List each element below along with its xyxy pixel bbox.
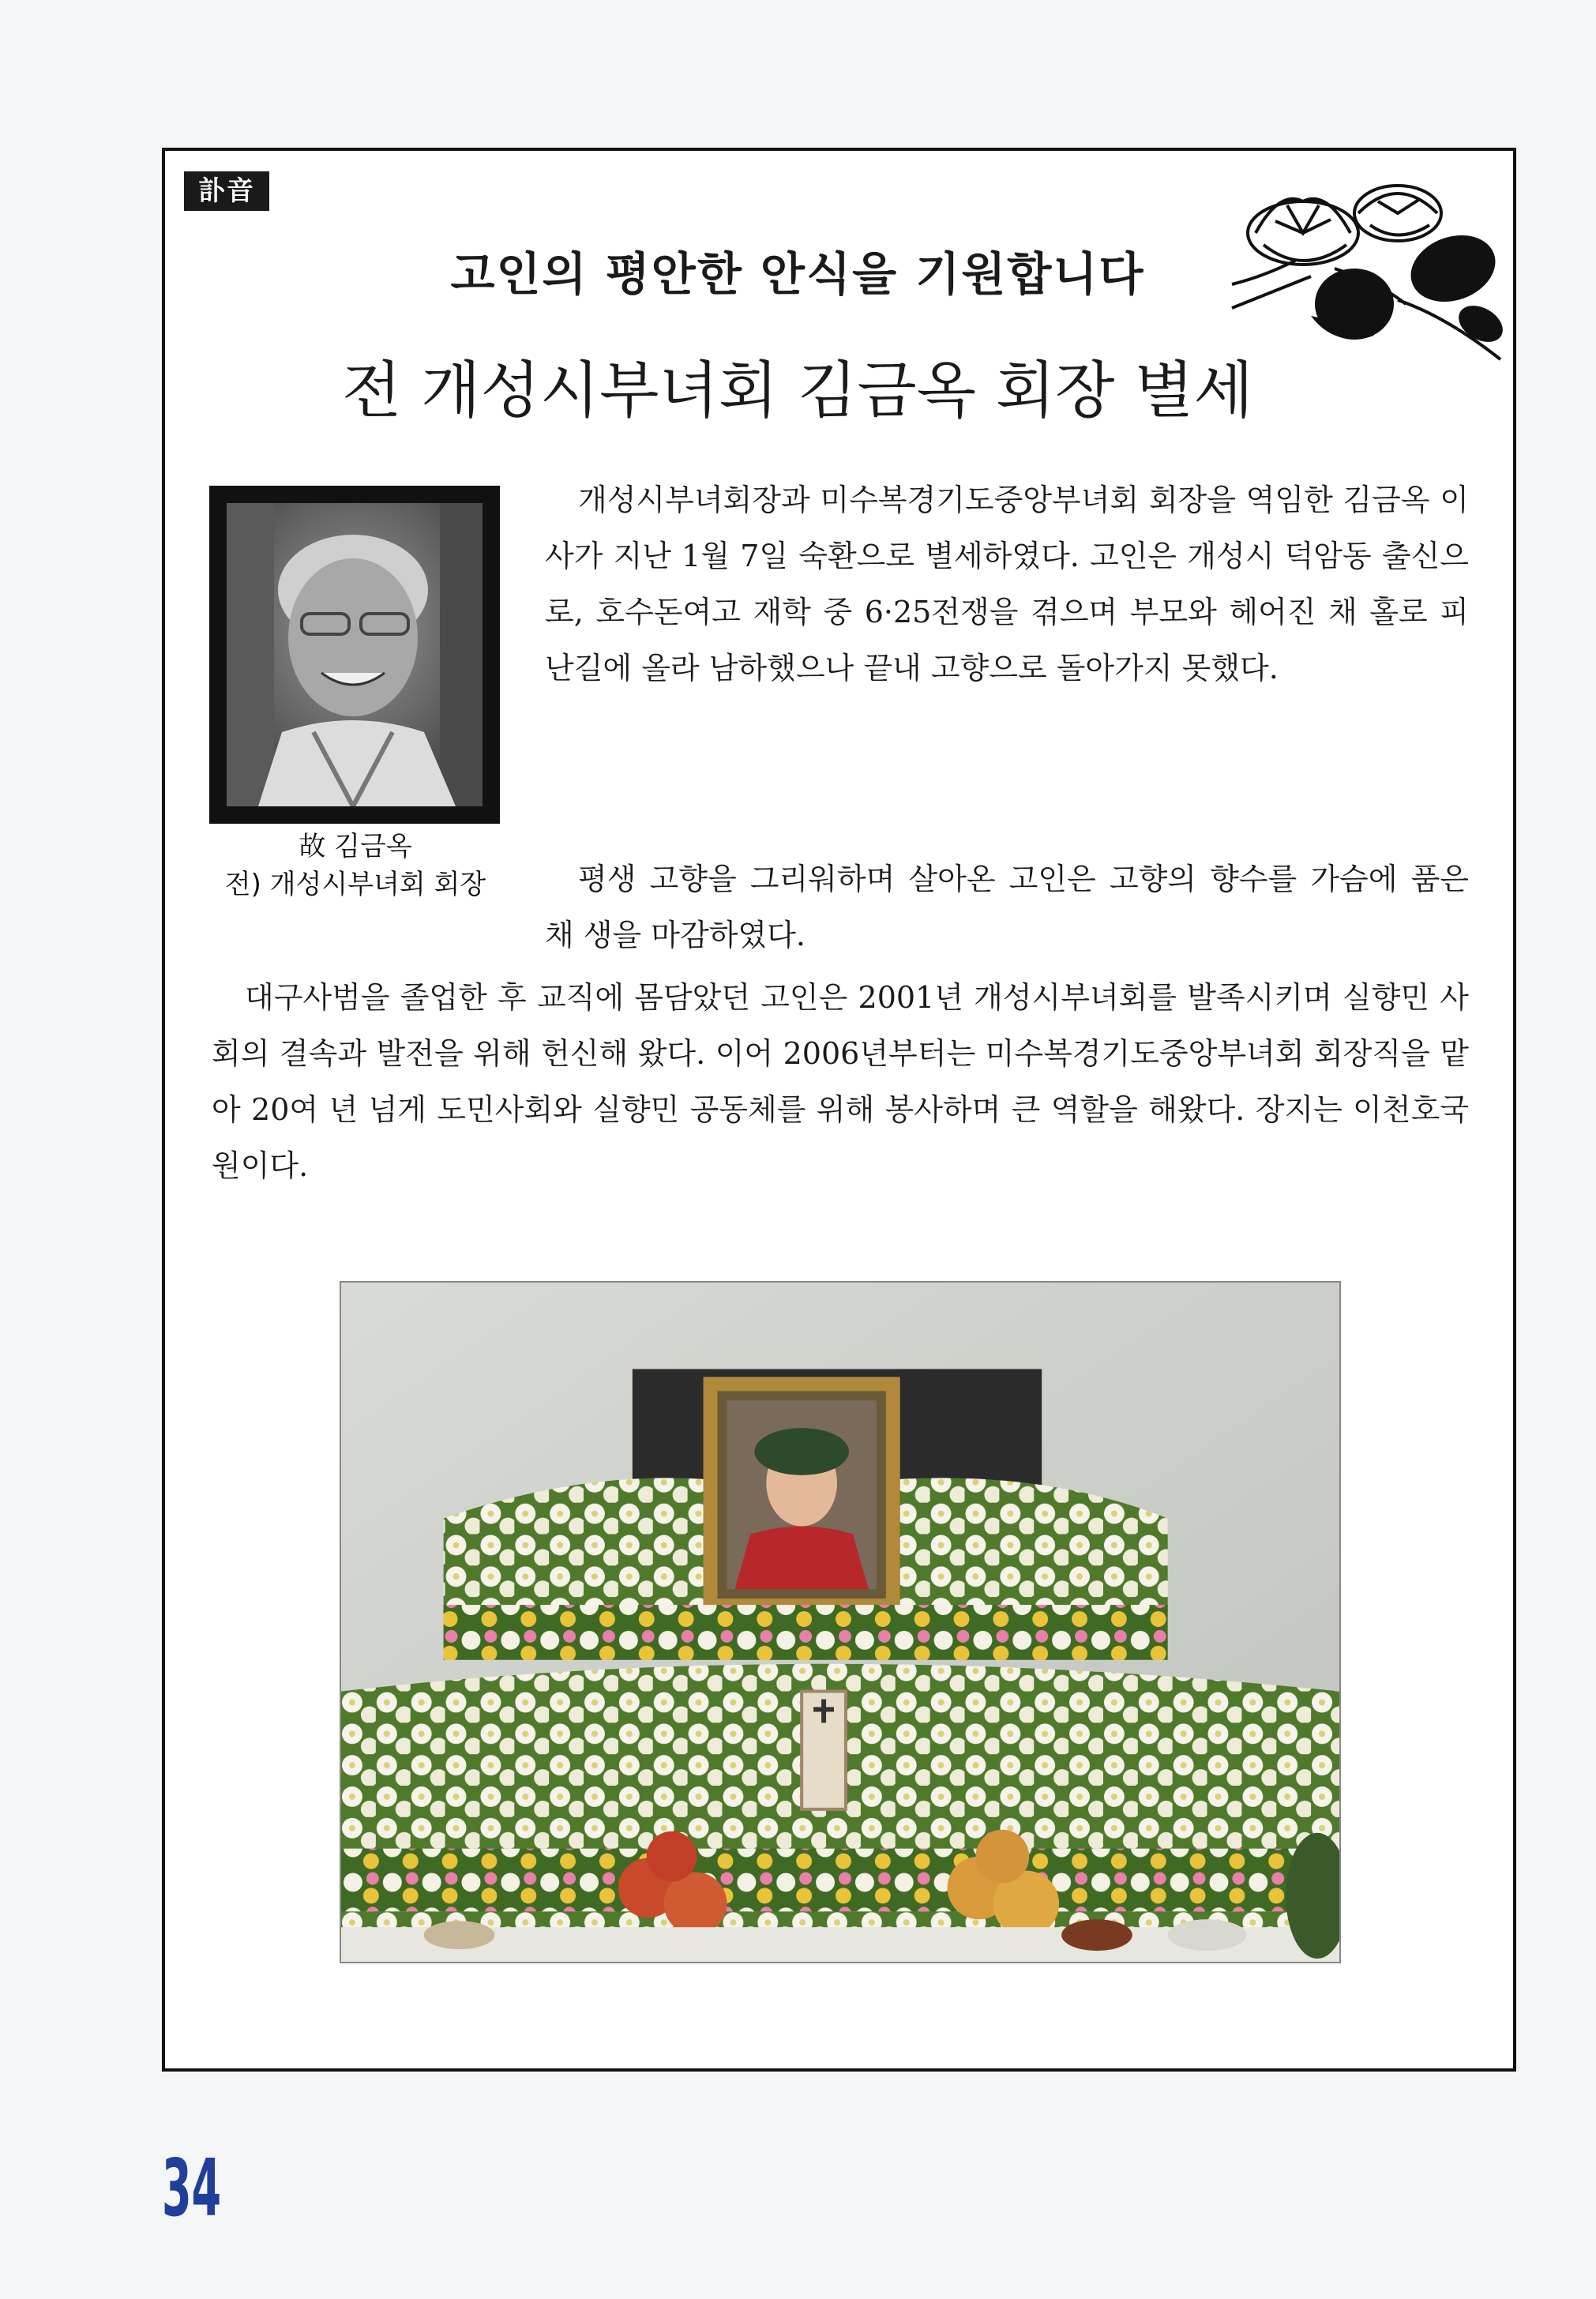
caption-role: 전) 개성시부녀회 회장 <box>224 869 486 900</box>
paragraph-2: 평생 고향을 그리워하며 살아온 고인은 고향의 향수를 가슴에 품은 채 생을 마감하였다. <box>545 862 1469 952</box>
portrait-caption <box>190 828 521 903</box>
paragraph-3: 대구사범을 졸업한 후 교직에 몸담았던 고인은 2001년 개성시부녀회를 발족시키며 실향민 사회의 결속과 발전을 위해 헌신해 왔다. 이어 2006년부터는 미수복경기도중앙부녀회 회장직을 맡아 20여 년 넘게 도민사회와 실향민 공동체를 위해 봉사하며 큰 역할을 해왔다. 장지는 이천호국원이다. <box>212 980 1469 1183</box>
page-number: 34 <box>162 2142 222 2234</box>
paragraph-1: 개성시부녀회장과 미수복경기도중앙부녀회 회장을 역임한 김금옥 이사가 지난 1월 7일 숙환으로 별세하였다. 고인은 개성시 덕암동 출신으로, 호수돈여고 재학 중 6·25전쟁을 겪으며 부모와 헤어진 채 홀로 피난길에 올라 남하했으나 끝내 고향으로 돌아가지 못했다. <box>545 483 1469 686</box>
portrait-photo <box>209 486 500 824</box>
caption-name: 故 김금옥 <box>299 831 412 862</box>
subtitle: 고인의 평안한 안식을 기원합니다 <box>450 247 1145 301</box>
section-tag: 訃音 <box>184 171 269 211</box>
article-title: 전 개성시부녀회 김금옥 회장 별세 <box>341 355 1254 426</box>
memorial-altar-photo <box>340 1281 1341 1963</box>
